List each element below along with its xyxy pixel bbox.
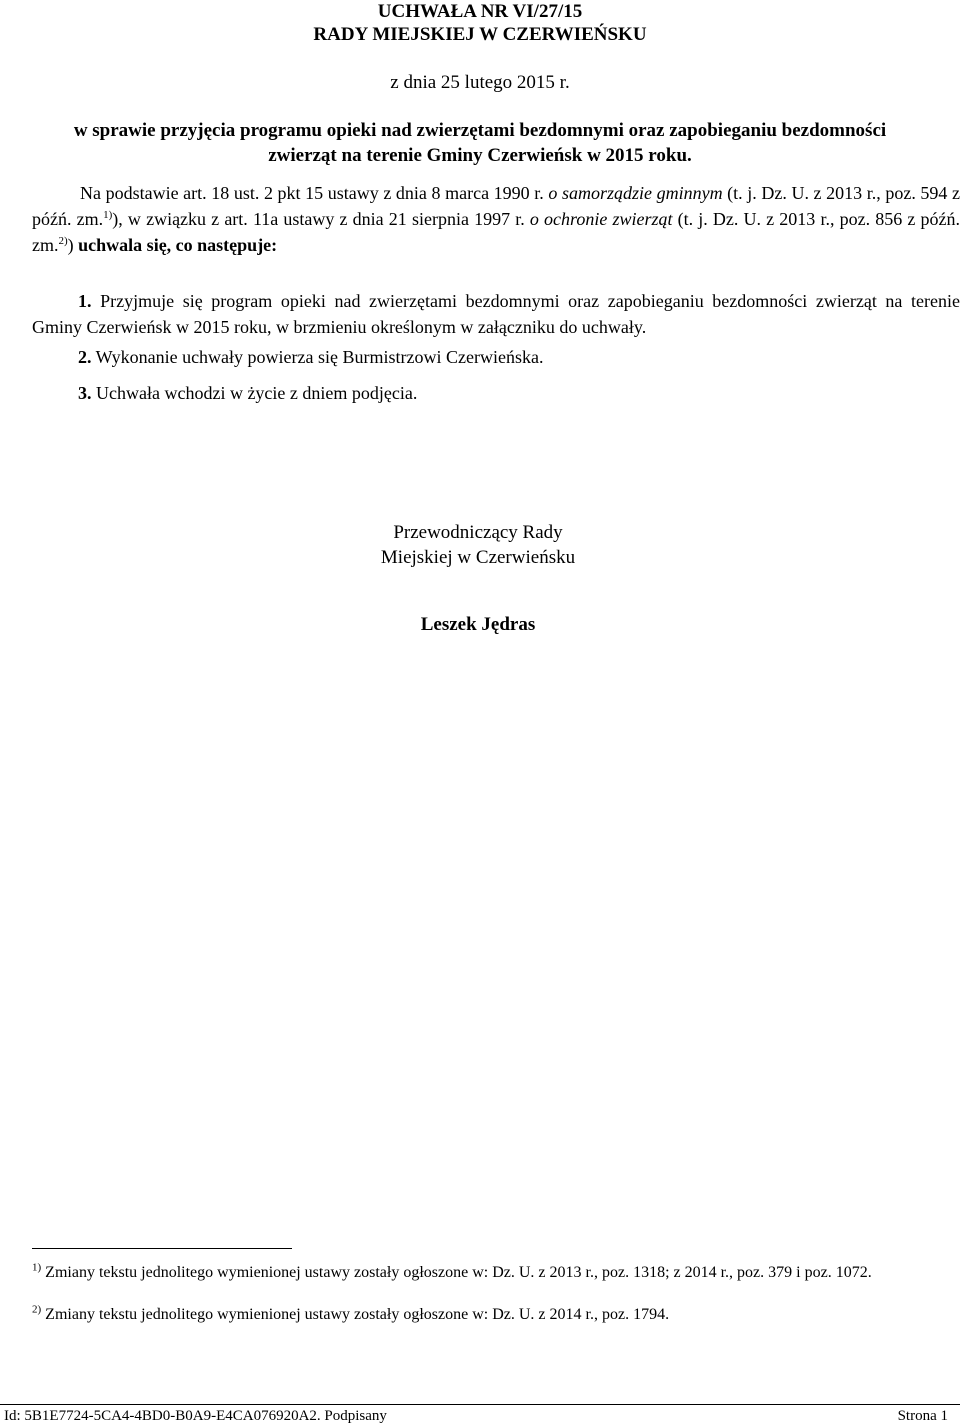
footnote-2 [32,1304,960,1326]
basis-resolution-clause: uchwala się, co następuje: [78,235,278,255]
document-date: z dnia 25 lutego 2015 r. [390,72,570,93]
footnote-divider [32,1248,292,1249]
footnote-mark: 1) [32,1261,42,1274]
section-1 [32,288,960,340]
document-title [0,0,960,46]
basis-act-title-1: o samorządzie gminnym [548,183,723,203]
page-number: Strona 1 [897,1408,948,1424]
legal-basis-paragraph [32,180,960,258]
section-number: 2. [78,347,92,367]
section-number: 3. [78,383,92,403]
footnote-text: Zmiany tekstu jednolitego wymienionej ustawy zostały ogłoszone w: Dz. U. z 2013 r., poz. 1318; z 2014 r., poz. 379 i poz. 1072. [41,1264,872,1281]
subject-line-1: w sprawie przyjęcia programu opieki nad zwierzętami bezdomnymi oraz zapobieganiu bezdomności [73,120,887,141]
footnote-mark: 2) [32,1303,42,1316]
signatory-title-line-1: Przewodniczący Rady [393,522,563,543]
footnote-1 [32,1262,960,1284]
section-text: Przyjmuje się program opieki nad zwierzętami bezdomnymi oraz zapobieganiu bezdomności zwierząt na terenie Gminy Czerwieńsk w 2015 roku, w brzmieniu określonym w załączniku do uchwały. [32,291,960,337]
title-line-2: RADY MIEJSKIEJ W CZERWIEŃSKU [313,24,647,45]
basis-text-1: Na podstawie art. 18 ust. 2 pkt 15 ustawy z dnia 8 marca 1990 r. [80,183,549,203]
section-3 [32,380,960,406]
document-id: Id: 5B1E7724-5CA4-4BD0-B0A9-E4CA076920A2. Podpisany [4,1408,387,1424]
basis-act-title-2: o ochronie zwierząt [529,209,673,229]
signatory-title [228,520,728,570]
document-subject [60,118,900,168]
section-text: Uchwała wchodzi w życie z dniem podjęcia. [91,383,418,403]
footnote-text: Zmiany tekstu jednolitego wymienionej ustawy zostały ogłoszone w: Dz. U. z 2014 r., poz. 1794. [41,1306,670,1323]
footnote-ref-2: 2) [58,235,68,247]
basis-text-4: (t. j. Dz. U. z 2013 r., poz. 856 z późń. zm. [32,209,960,255]
signatory-title-line-2: Miejskiej w Czerwieńsku [380,547,576,568]
footer-divider [0,1404,960,1405]
basis-text-2: (t. j. Dz. U. z 2013 r., poz. 594 z późń. zm. [32,183,960,229]
section-2 [32,344,960,370]
signatory-name: Leszek Jędras [420,614,536,635]
basis-text-3: ), w związku z art. 11a ustawy z dnia 21 sierpnia 1997 r. [112,209,530,229]
section-number: 1. [78,291,92,311]
title-line-1: UCHWAŁA NR VI/27/15 [377,1,583,22]
subject-line-2: zwierząt na terenie Gminy Czerwieńsk w 2015 roku. [268,145,692,166]
basis-text-5: ) [67,235,79,255]
section-text: Wykonanie uchwały powierza się Burmistrzowi Czerwieńska. [91,347,544,367]
footnote-ref-1: 1) [103,209,113,221]
